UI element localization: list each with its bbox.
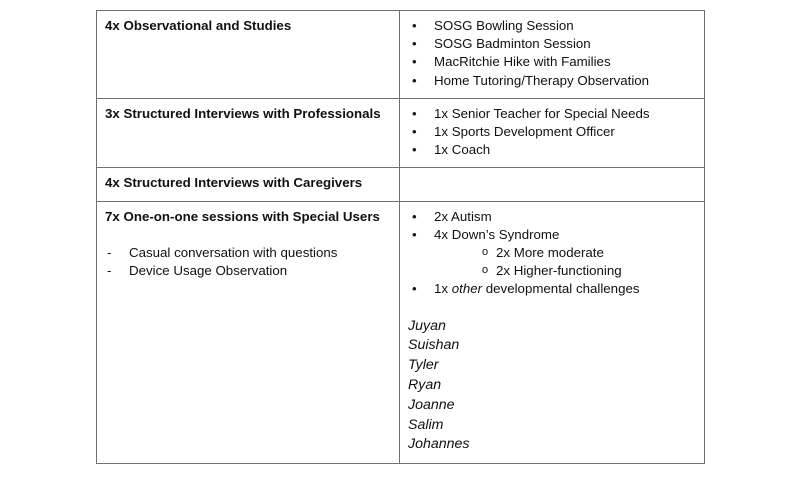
table-cell-details-empty <box>400 168 705 201</box>
list-item: • SOSG Badminton Session <box>408 35 698 53</box>
list-item <box>408 280 698 298</box>
details-list <box>408 105 698 160</box>
table-row <box>97 98 705 168</box>
table-cell-method <box>97 201 400 464</box>
table-cell-method <box>97 98 400 168</box>
list-item: • MacRitchie Hike with Families <box>408 53 698 71</box>
list-item <box>408 226 698 281</box>
table-cell-details <box>400 11 705 99</box>
participant-name: Tyler <box>408 357 439 374</box>
list-item: • Home Tutoring/Therapy Observation <box>408 72 698 90</box>
details-list <box>408 17 698 90</box>
table-row <box>97 201 705 464</box>
list-item: • 1x Senior Teacher for Special Needs <box>408 105 698 123</box>
list-item: - Casual conversation with questions <box>105 244 393 262</box>
sub-list-item: o 2x Higher-functioning <box>434 262 698 280</box>
method-subpoints <box>105 244 393 280</box>
table-cell-details <box>400 201 705 464</box>
participant-name: Salim <box>408 416 444 433</box>
participant-name: Suishan <box>408 337 460 354</box>
list-item: • 1x Sports Development Officer <box>408 123 698 141</box>
table-cell-method <box>97 168 400 201</box>
sub-list-item: o 2x More moderate <box>434 244 698 262</box>
participant-name: Ryan <box>408 377 442 394</box>
participant-name: Johannes <box>408 436 470 453</box>
sub-list <box>434 244 698 280</box>
method-title: 4x Observational and Studies <box>105 18 292 33</box>
method-title: 7x One-on-one sessions with Special Users <box>105 208 380 224</box>
method-title: 3x Structured Interviews with Professionals <box>105 105 381 121</box>
table-cell-method <box>97 11 400 99</box>
list-item: • SOSG Bowling Session <box>408 17 698 35</box>
list-item-prefix: 1x <box>434 281 452 297</box>
table-row <box>97 11 705 99</box>
participant-name: Joanne <box>408 396 455 413</box>
details-list <box>408 208 698 299</box>
participant-names <box>408 317 698 456</box>
list-item: • 1x Coach <box>408 141 698 159</box>
participant-name: Juyan <box>408 317 446 334</box>
list-item-emphasis: other <box>451 281 483 297</box>
list-item: - Device Usage Observation <box>105 262 393 280</box>
table-row <box>97 168 705 201</box>
research-methods-table <box>96 10 705 464</box>
list-item: • 2x Autism <box>408 208 698 226</box>
list-item-suffix: developmental challenges <box>482 281 640 297</box>
method-title: 4x Structured Interviews with Caregivers <box>105 175 363 191</box>
table-cell-details <box>400 98 705 168</box>
list-item-text: 4x Down’s Syndrome <box>434 226 560 242</box>
